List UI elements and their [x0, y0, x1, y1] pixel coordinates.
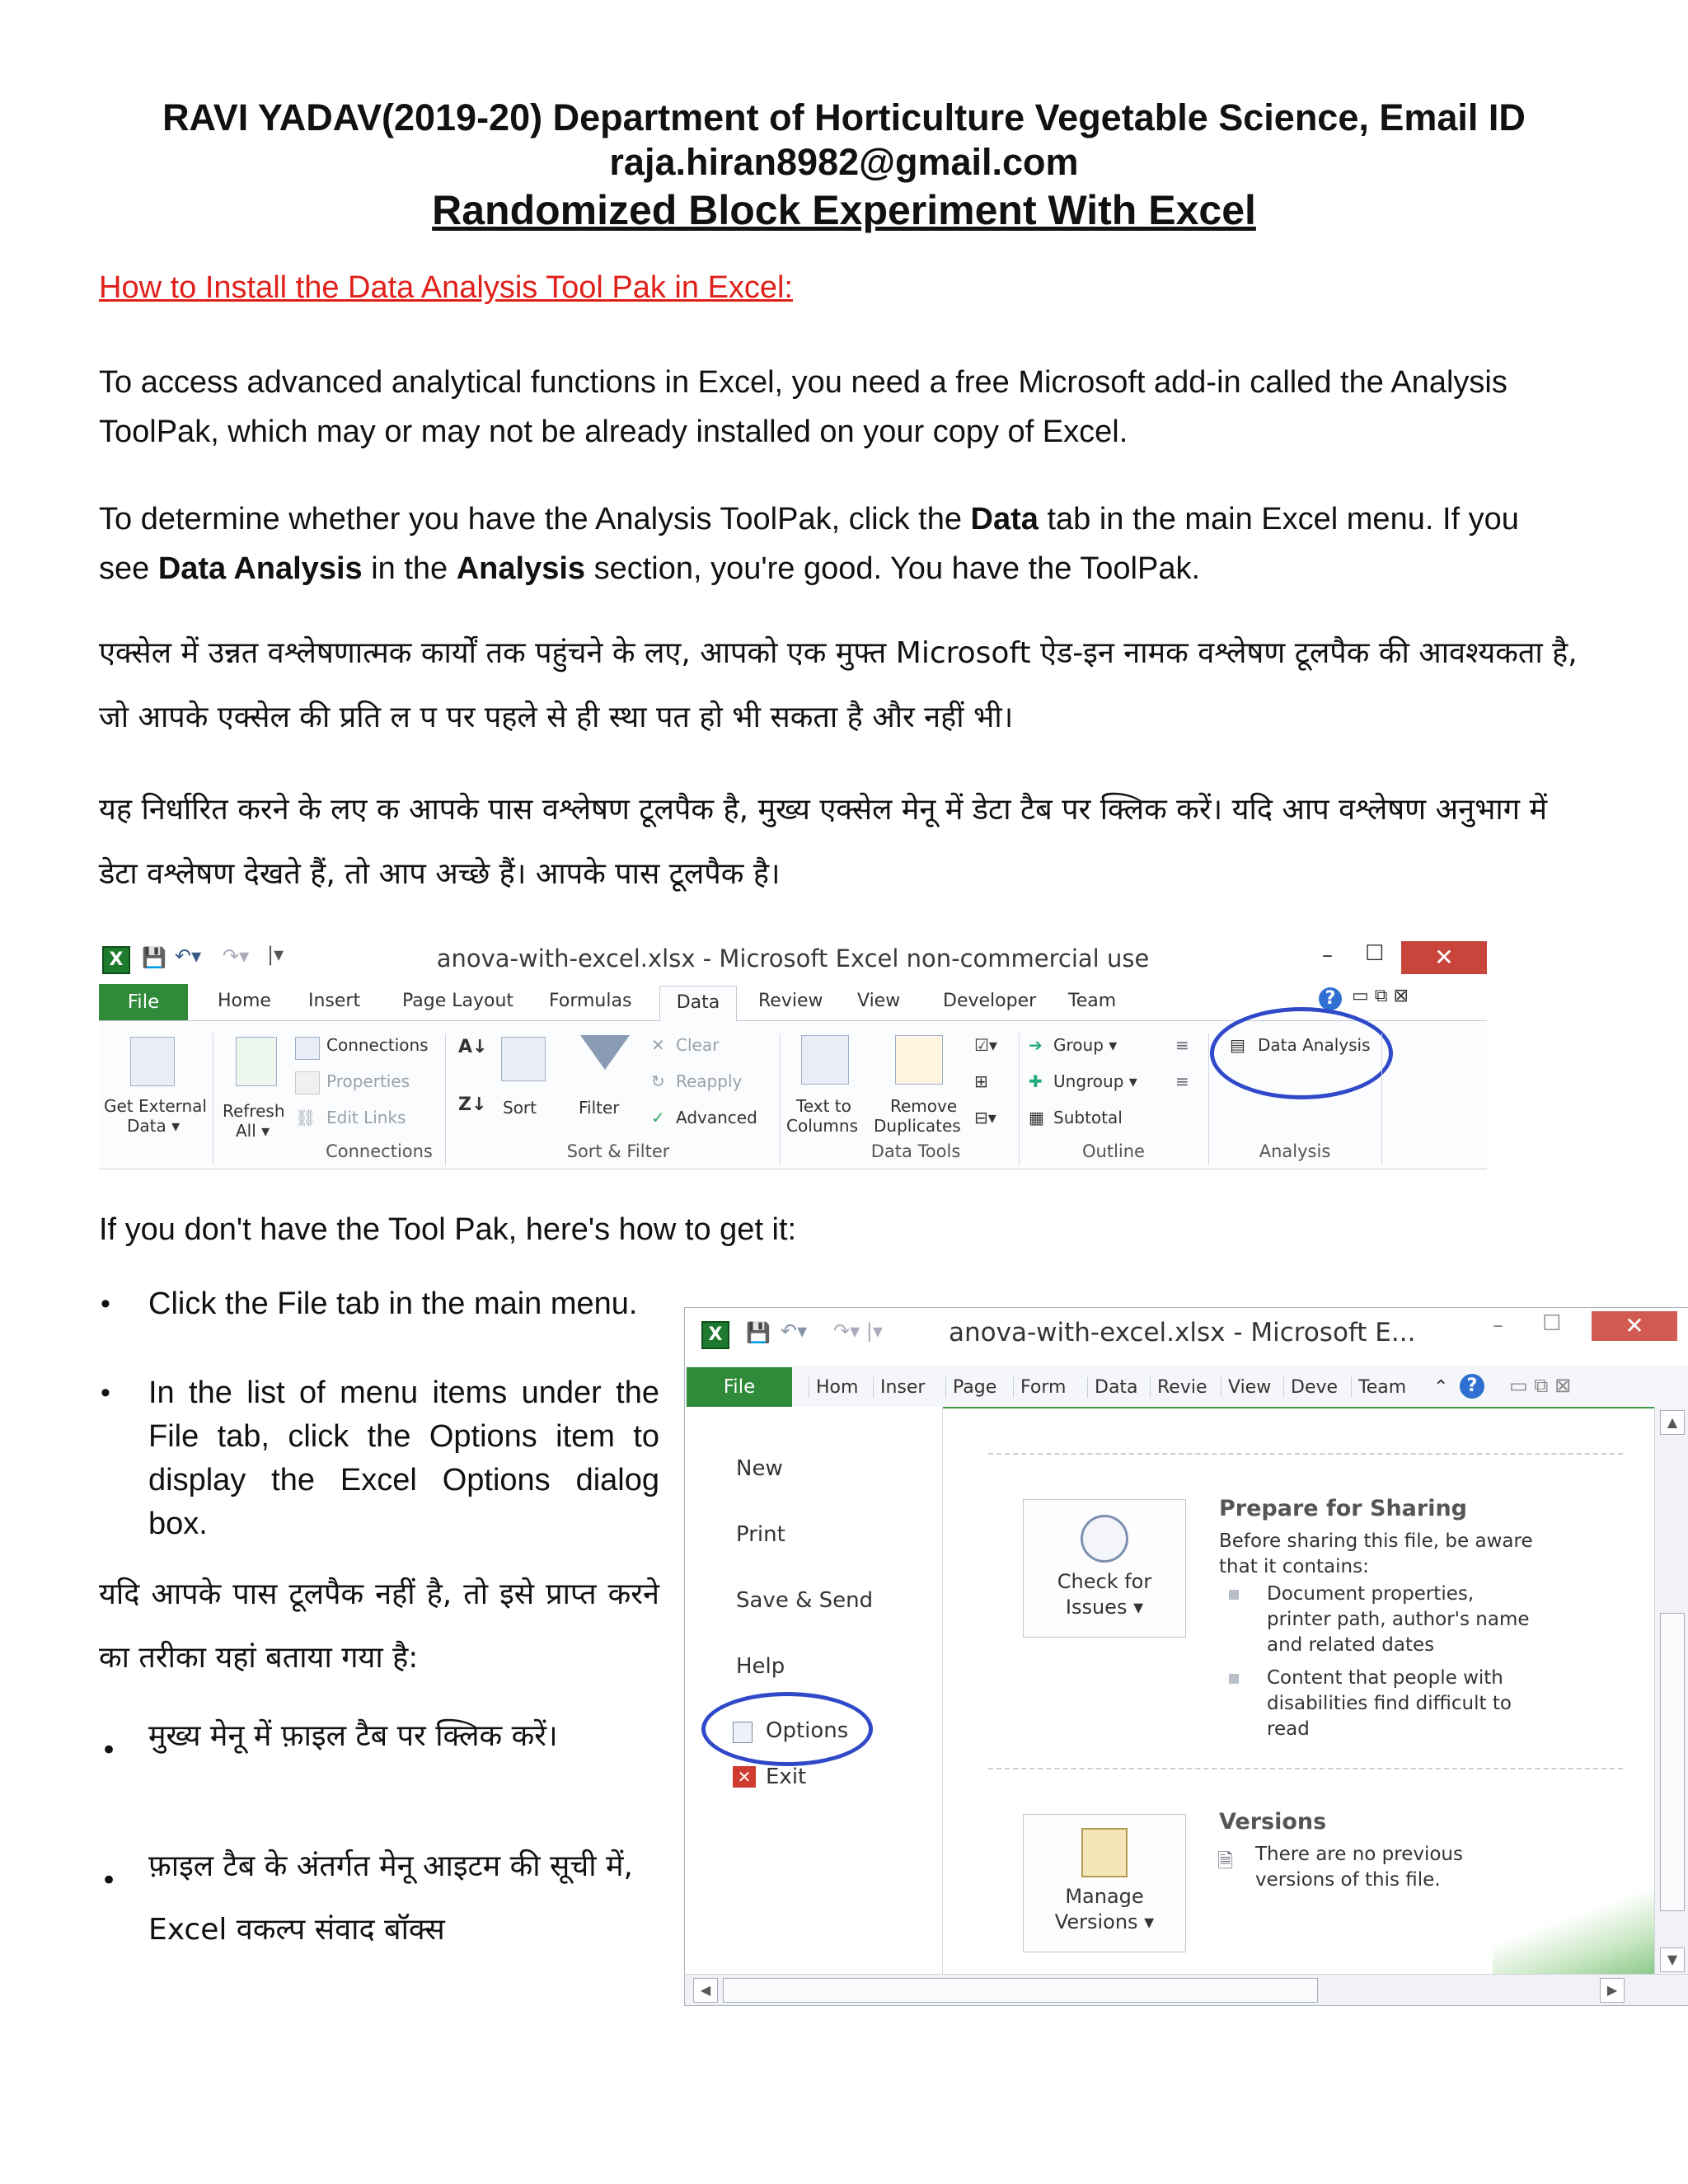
filter-icon[interactable]	[580, 1035, 630, 1070]
ribbon-tab-row	[685, 1366, 1688, 1408]
hindi-paragraph-2: यह निर्धारित करने के लए क आपके पास वश्लेषण टूलपैक है, मुख्य एक्सेल मेनू में डेटा टैब पर क्लिक करें। यदि आप वश्लेषण अनुभाग में डेटा वश्लेषण देखते हैं, तो आप अच्छे हैं। आपके पास टूलपैक है।	[99, 793, 1547, 891]
text-to-columns-label-2[interactable]: Columns	[786, 1116, 859, 1136]
save-icon[interactable]: 💾	[142, 946, 166, 969]
divider	[988, 1453, 1623, 1455]
remove-duplicates-label-2[interactable]: Duplicates	[874, 1116, 961, 1136]
data-analysis-icon: ▤	[1230, 1035, 1245, 1055]
tab-developer[interactable]: Developer	[943, 991, 1037, 1011]
tab-view[interactable]: View	[857, 991, 901, 1011]
edit-links-icon: ⛓	[295, 1108, 316, 1127]
bullet-item	[101, 1371, 659, 1546]
prep-bullet-2a: Content that people with	[1267, 1667, 1503, 1689]
p2-bold-data: Data	[970, 502, 1039, 537]
clear-button[interactable]: Clear	[676, 1035, 720, 1055]
scroll-thumb[interactable]	[723, 1978, 1318, 2003]
what-if-icon[interactable]: ⊟▾	[974, 1108, 996, 1127]
tab-view[interactable]: View	[1221, 1377, 1271, 1398]
manage-versions-label-2: Versions ▾	[1054, 1910, 1155, 1933]
refresh-icon[interactable]	[236, 1037, 277, 1086]
data-validation-icon[interactable]: ☑▾	[974, 1035, 997, 1055]
get-external-data-label-2[interactable]: Data ▾	[127, 1116, 181, 1136]
tab-team[interactable]: Team	[1351, 1377, 1406, 1398]
tab-review[interactable]: Revie	[1150, 1377, 1207, 1398]
versions-text-2: versions of this file.	[1255, 1869, 1441, 1891]
menu-new[interactable]: New	[736, 1456, 783, 1481]
menu-save-send[interactable]: Save & Send	[736, 1588, 874, 1613]
prep-bullet-1c: and related dates	[1267, 1634, 1435, 1656]
hindi-paragraph-1: एक्सेल में उन्नत वश्लेषणात्मक कार्यों तक पहुंचने के लए, आपको एक मुफ्त Microsoft ऐड-इन नामक वश्लेषण टूलपैक की आवश्यकता है, जो आपके एक्सेल की प्रति ल प पर पहले से ही स्था पत हो भी सकता है और नहीं भी।	[99, 636, 1578, 734]
manage-versions-button[interactable]	[1023, 1814, 1186, 1952]
bullet-text: फ़ाइल टैब के अंतर्गत मेनू आइटम की सूची में, Excel वकल्प संवाद बॉक्स	[148, 1849, 633, 1947]
prep-bullet-1b: printer path, author's name	[1267, 1609, 1530, 1630]
clear-icon: ✕	[651, 1035, 665, 1055]
separator	[1381, 1033, 1382, 1165]
tab-insert[interactable]: Inser	[873, 1377, 925, 1398]
ribbon-minimize-icon[interactable]: ▭ ⧉ ⊠	[1352, 986, 1409, 1006]
check-issues-label-1: Check for	[1057, 1570, 1152, 1593]
highlight-circle	[701, 1692, 873, 1766]
window-title: anova-with-excel.xlsx - Microsoft E...	[949, 1318, 1416, 1347]
properties-button[interactable]: Properties	[326, 1071, 410, 1091]
bullet-item	[101, 1282, 659, 1326]
filter-button[interactable]: Filter	[579, 1098, 620, 1118]
p2-text-e: section, you're good. You have the ToolPak.	[585, 551, 1201, 586]
bullet-dot-icon: •	[101, 1864, 118, 1897]
tab-data[interactable]: Data	[1087, 1377, 1138, 1398]
paragraph-3: If you don't have the Tool Pak, here's how to get it:	[99, 1212, 797, 1247]
scroll-left-icon[interactable]: ◀	[693, 1978, 718, 2003]
vertical-scrollbar[interactable]	[1654, 1407, 1688, 1975]
customize-toolbar-icon[interactable]: |▾	[267, 943, 284, 966]
check-issues-icon	[1081, 1515, 1128, 1563]
decorative-swoosh	[1493, 1885, 1654, 1974]
prep-bullet-2b: disabilities find difficult to	[1267, 1693, 1512, 1714]
properties-icon	[295, 1071, 320, 1094]
excel-icon: X	[701, 1321, 729, 1349]
email-line: raja.hiran8982@gmail.com	[609, 141, 1079, 183]
connections-icon	[295, 1037, 320, 1060]
versions-title: Versions	[1219, 1809, 1327, 1835]
tab-formulas[interactable]: Formulas	[549, 991, 632, 1011]
get-external-data-icon[interactable]	[130, 1037, 175, 1086]
tab-formulas[interactable]: Form	[1013, 1377, 1066, 1398]
prep-bullet-1a: Document properties,	[1267, 1583, 1475, 1605]
maximize-icon[interactable]: ☐	[1542, 1311, 1562, 1336]
hindi-paragraph-3: यदि आपके पास टूलपैक नहीं है, तो इसे प्राप्त करने का तरीका यहां बताया गया है:	[99, 1577, 659, 1675]
tab-data[interactable]: Data	[659, 986, 737, 1021]
ungroup-button[interactable]: Ungroup ▾	[1053, 1071, 1137, 1091]
window-controls-icon[interactable]: ▭ ⧉ ⊠	[1509, 1374, 1572, 1397]
backstage-menu	[685, 1407, 943, 1975]
group-analysis-label: Analysis	[1259, 1141, 1331, 1161]
group-icon: ➔	[1029, 1035, 1043, 1055]
tab-file[interactable]: File	[687, 1367, 792, 1407]
bullet-dot-icon: •	[101, 1734, 118, 1767]
tab-review[interactable]: Review	[758, 991, 823, 1011]
group-sort-filter-label: Sort & Filter	[566, 1141, 670, 1161]
group-outline-label: Outline	[1082, 1141, 1145, 1161]
horizontal-scrollbar[interactable]	[685, 1974, 1688, 2006]
close-icon[interactable]: ✕	[1401, 941, 1487, 974]
excel-icon: X	[102, 946, 130, 974]
paragraph-2	[99, 494, 1574, 593]
scroll-up-icon[interactable]: ▲	[1660, 1410, 1685, 1435]
title-bar	[99, 940, 1487, 982]
menu-help[interactable]: Help	[736, 1654, 785, 1679]
check-issues-label-2: Issues ▾	[1065, 1596, 1144, 1619]
group-data-tools-label: Data Tools	[870, 1141, 961, 1161]
manage-versions-label-1: Manage	[1065, 1885, 1144, 1908]
sort-az-icon[interactable]: A↓	[458, 1037, 488, 1057]
undo-icon[interactable]: ↶▾	[175, 944, 202, 968]
scroll-right-icon[interactable]: ▶	[1600, 1978, 1625, 2003]
redo-icon[interactable]: ↷▾	[223, 944, 250, 968]
page-title-text: Randomized Block Experiment With Excel	[432, 187, 1256, 233]
scroll-down-icon[interactable]: ▼	[1660, 1947, 1685, 1972]
close-icon[interactable]: ✕	[1592, 1311, 1677, 1341]
tab-developer[interactable]: Deve	[1283, 1377, 1338, 1398]
prepare-intro-2: that it contains:	[1219, 1556, 1369, 1577]
bullet-text: Click the File tab in the main menu.	[148, 1286, 638, 1321]
versions-text-1: There are no previous	[1255, 1844, 1463, 1865]
manage-versions-icon	[1081, 1828, 1128, 1877]
connections-button[interactable]: Connections	[326, 1035, 429, 1055]
save-icon[interactable]: 💾	[746, 1321, 771, 1344]
bullet-item	[101, 1835, 659, 1961]
consolidate-icon[interactable]: ⊞	[974, 1071, 988, 1091]
divider	[988, 1768, 1623, 1769]
remove-duplicates-label-1[interactable]: Remove	[890, 1096, 958, 1116]
author-line: RAVI YADAV(2019-20) Department of Horticulture Vegetable Science, Email ID	[162, 96, 1526, 138]
bullet-text: In the list of menu items under the File tab, click the Options item to display the Excel Options dialog box.	[148, 1376, 659, 1541]
help-icon[interactable]: ?	[1460, 1374, 1484, 1399]
paragraph-1: To access advanced analytical functions in Excel, you need a free Microsoft add-in called the Analysis ToolPak, which may or may not be already installed on your copy of Excel.	[99, 365, 1507, 449]
refresh-label-1[interactable]: Refresh	[223, 1101, 285, 1121]
section-link[interactable]: How to Install the Data Analysis Tool Pak in Excel:	[99, 270, 794, 305]
group-connections-label: Connections	[326, 1141, 433, 1161]
help-icon[interactable]: ?	[1319, 987, 1342, 1010]
minimize-icon[interactable]: –	[1322, 943, 1333, 968]
text-to-columns-label-1[interactable]: Text to	[796, 1096, 851, 1116]
sort-button[interactable]: Sort	[503, 1098, 537, 1118]
menu-print[interactable]: Print	[736, 1522, 785, 1547]
check-for-issues-button[interactable]	[1023, 1499, 1186, 1638]
subtotal-button[interactable]: Subtotal	[1053, 1108, 1123, 1127]
undo-icon[interactable]: ↶▾	[781, 1319, 808, 1343]
prep-bullet-2c: read	[1267, 1718, 1310, 1740]
menu-options[interactable]: Options	[766, 1718, 849, 1743]
advanced-button[interactable]: Advanced	[676, 1108, 757, 1127]
versions-info-icon: 🗎	[1217, 1849, 1234, 1872]
p2-text-d: in the	[362, 551, 457, 586]
tab-home[interactable]: Hom	[809, 1377, 858, 1398]
bullet-dot-icon: •	[101, 1288, 110, 1319]
p2-text-c: tab in the main Excel menu. If you see	[99, 502, 1519, 586]
highlight-circle	[1210, 1007, 1393, 1099]
scroll-thumb[interactable]	[1660, 1613, 1685, 1911]
bullet-item	[101, 1704, 659, 1768]
reapply-icon: ↻	[651, 1071, 665, 1091]
collapse-ribbon-icon[interactable]: ⌃	[1433, 1377, 1449, 1398]
p2-bold-data-analysis: Data Analysis	[157, 551, 363, 586]
subtotal-icon: ▦	[1029, 1108, 1044, 1127]
p2-text-a: To determine whether you have the Analysis ToolPak, click the	[99, 502, 971, 537]
sort-za-icon[interactable]: Z↓	[458, 1094, 487, 1115]
prepare-sharing-title: Prepare for Sharing	[1219, 1496, 1468, 1521]
excel-ribbon-screenshot	[99, 940, 1487, 1169]
tab-page-layout[interactable]: Page	[945, 1377, 996, 1398]
exit-icon: ✕	[733, 1766, 756, 1788]
window-title: anova-with-excel.xlsx - Microsoft Excel non-commercial use	[436, 944, 1150, 972]
remove-duplicates-icon[interactable]	[895, 1035, 943, 1085]
tab-page-layout[interactable]: Page Layout	[402, 991, 514, 1011]
refresh-label-2[interactable]: All ▾	[236, 1121, 270, 1141]
group-button[interactable]: Group ▾	[1053, 1035, 1118, 1055]
data-analysis-button[interactable]: Data Analysis	[1258, 1035, 1371, 1055]
bullet-text: मुख्य मेनू में फ़ाइल टैब पर क्लिक करें।	[148, 1719, 558, 1753]
edit-links-button[interactable]: Edit Links	[326, 1108, 406, 1127]
excel-backstage-screenshot	[684, 1307, 1688, 2006]
maximize-icon[interactable]: ☐	[1365, 941, 1385, 966]
tab-team[interactable]: Team	[1068, 991, 1117, 1011]
bullet-dot-icon: •	[101, 1377, 110, 1408]
p2-bold-analysis: Analysis	[456, 551, 586, 586]
tab-file[interactable]: File	[99, 984, 188, 1020]
minimize-icon[interactable]: –	[1493, 1313, 1503, 1338]
hide-detail-icon[interactable]: ≡	[1175, 1071, 1189, 1091]
reapply-button[interactable]: Reapply	[676, 1071, 743, 1091]
redo-icon[interactable]: ↷▾ |▾	[833, 1319, 883, 1343]
get-external-data-label-1[interactable]: Get External	[104, 1096, 207, 1116]
list-bullet-icon	[1229, 1590, 1239, 1600]
menu-exit[interactable]: Exit	[766, 1765, 807, 1789]
show-detail-icon[interactable]: ≡	[1175, 1035, 1189, 1055]
advanced-icon: ✓	[651, 1108, 665, 1127]
tab-home[interactable]: Home	[218, 991, 271, 1011]
text-to-columns-icon[interactable]	[801, 1035, 849, 1085]
sort-icon[interactable]	[501, 1037, 546, 1081]
list-bullet-icon	[1229, 1674, 1239, 1684]
page-title	[0, 186, 1688, 234]
tab-insert[interactable]: Insert	[308, 991, 361, 1011]
prepare-intro-1: Before sharing this file, be aware	[1219, 1530, 1533, 1552]
ungroup-icon: ✚	[1029, 1071, 1043, 1091]
